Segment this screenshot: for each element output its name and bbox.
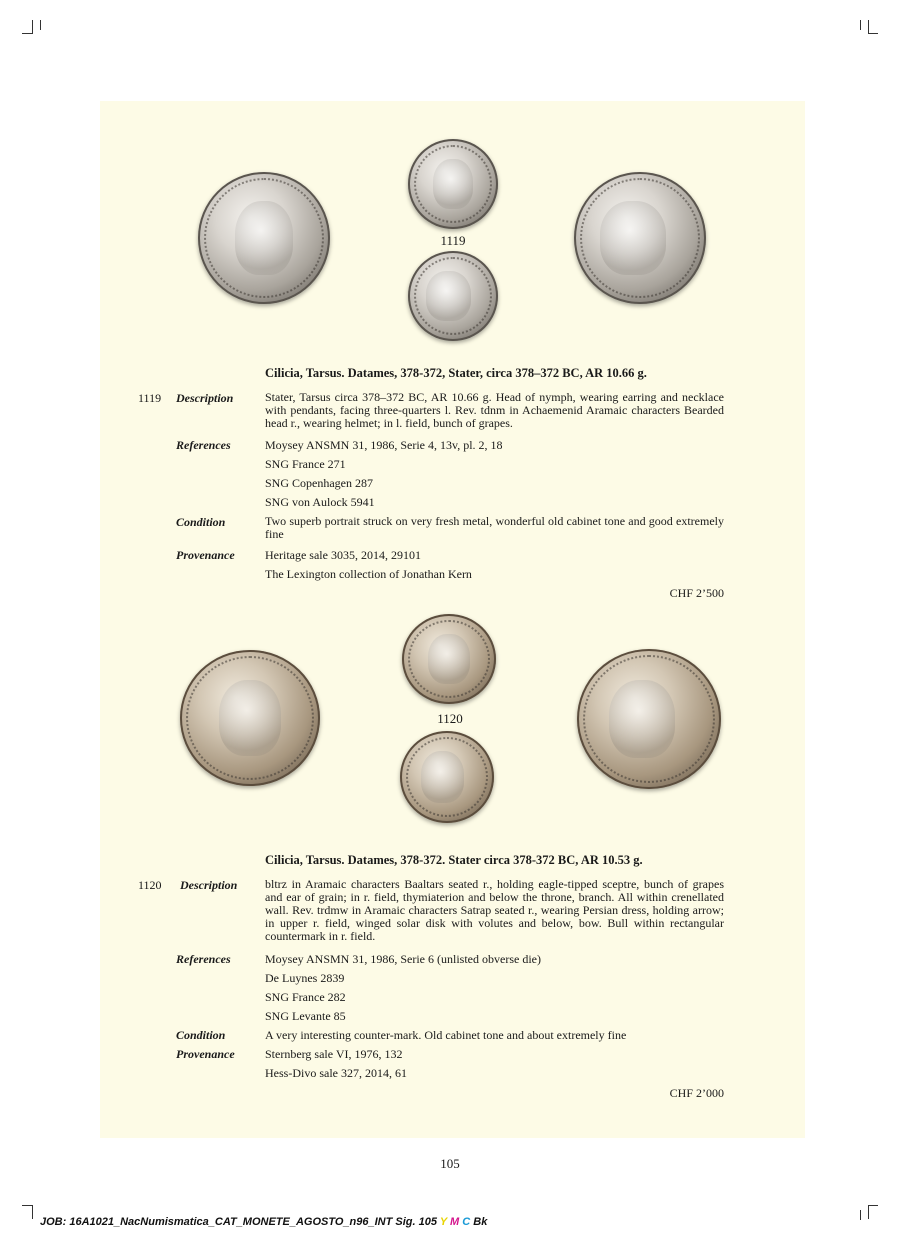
coin-1119-reverse-small bbox=[408, 251, 498, 341]
lot-1120-reference: De Luynes 2839 bbox=[265, 971, 345, 985]
coin-1120-obverse-large bbox=[180, 650, 320, 786]
coin-1120-reverse-small bbox=[400, 731, 494, 823]
lot-1119-description-label: Description bbox=[176, 391, 234, 405]
lot-1120-price: CHF 2’000 bbox=[669, 1086, 724, 1100]
lot-1120-condition-label: Condition bbox=[176, 1028, 226, 1042]
crop-mark bbox=[32, 20, 33, 34]
job-slug-line bbox=[40, 1216, 487, 1228]
lot-1120-provenance: Hess-Divo sale 327, 2014, 61 bbox=[265, 1066, 407, 1080]
lot-1120-reference: SNG France 282 bbox=[265, 990, 346, 1004]
lot-1119-provenance: Heritage sale 3035, 2014, 29101 bbox=[265, 548, 421, 562]
lot-1119-number: 1119 bbox=[138, 391, 162, 405]
crop-mark bbox=[868, 1205, 869, 1219]
coin-1119-reverse-large bbox=[574, 172, 706, 304]
coin-1119-obverse-large bbox=[198, 172, 330, 304]
lot-1119-provenance-label: Provenance bbox=[176, 548, 235, 562]
lot-1120-provenance-label: Provenance bbox=[176, 1047, 235, 1061]
lot-1119-price: CHF 2’500 bbox=[669, 586, 724, 600]
lot-1119-title: Cilicia, Tarsus. Datames, 378-372, Stater, circa 378–372 BC, AR 10.66 g. bbox=[265, 366, 647, 380]
lot-1119-provenance: The Lexington collection of Jonathan Kern bbox=[265, 567, 472, 581]
crop-mark bbox=[32, 1205, 33, 1219]
coin-1119-label: 1119 bbox=[440, 233, 466, 248]
lot-1120-description: bltrz in Aramaic characters Baaltars seated r., holding eagle-tipped sceptre, bunch of grapes and ear of grain; in r. field, thymiaterion and below the throne, branch. All within crenellated wall. Rev. trdmw in Aramaic characters Satrap seated r., wearing Persian dress, holding arrow; in upper r. field, winged solar disk with volutes and below, bow. Bull within rectangular countermark in r. field. bbox=[265, 877, 724, 943]
lot-1120-condition: A very interesting counter-mark. Old cabinet tone and about extremely fine bbox=[265, 1028, 627, 1042]
crop-mark bbox=[40, 20, 41, 30]
coin-1120-obverse-small bbox=[402, 614, 496, 704]
lot-1119-reference: SNG France 271 bbox=[265, 457, 346, 471]
lot-1120-number: 1120 bbox=[138, 878, 162, 892]
coin-1119-obverse-small bbox=[408, 139, 498, 229]
lot-1120-title: Cilicia, Tarsus. Datames, 378-372. Stater circa 378-372 BC, AR 10.53 g. bbox=[265, 853, 643, 867]
crop-mark bbox=[860, 1210, 861, 1220]
crop-mark bbox=[22, 33, 32, 34]
color-c: C bbox=[462, 1216, 471, 1228]
color-y: Y bbox=[439, 1216, 447, 1228]
lot-1119-references-label: References bbox=[176, 438, 231, 452]
color-m: M bbox=[450, 1216, 460, 1228]
crop-mark bbox=[868, 20, 869, 34]
lot-1120-reference: Moysey ANSMN 31, 1986, Serie 6 (unlisted obverse die) bbox=[265, 952, 541, 966]
lot-1120-references-label: References bbox=[176, 952, 231, 966]
page-number: 105 bbox=[440, 1156, 460, 1171]
coin-1120-reverse-large bbox=[577, 649, 721, 789]
lot-1119-description: Stater, Tarsus circa 378–372 BC, AR 10.66 g. Head of nymph, wearing earring and necklace with pendants, facing three-quarters l. Rev. tdnm in Achaemenid Aramaic characters Bearded head r., wearing helmet; in l. field, bunch of grapes. bbox=[265, 390, 724, 430]
lot-1120-description-label: Description bbox=[180, 878, 238, 892]
crop-mark bbox=[22, 1205, 32, 1206]
crop-mark bbox=[868, 1205, 878, 1206]
lot-1120-provenance: Sternberg sale VI, 1976, 132 bbox=[265, 1047, 403, 1061]
job-text: JOB: 16A1021_NacNumismatica_CAT_MONETE_AGOSTO_n96_INT Sig. 105 bbox=[40, 1216, 437, 1228]
lot-1119-reference: Moysey ANSMN 31, 1986, Serie 4, 13v, pl. 2, 18 bbox=[265, 438, 503, 452]
color-bk: Bk bbox=[473, 1216, 488, 1228]
lot-1119-condition-label: Condition bbox=[176, 515, 226, 529]
lot-1119-condition: Two superb portrait struck on very fresh metal, wonderful old cabinet tone and good extremely fine bbox=[265, 514, 724, 541]
lot-1120-reference: SNG Levante 85 bbox=[265, 1009, 346, 1023]
crop-mark bbox=[868, 33, 878, 34]
lot-1119-reference: SNG von Aulock 5941 bbox=[265, 495, 375, 509]
coin-1120-label: 1120 bbox=[437, 711, 463, 726]
lot-1119-reference: SNG Copenhagen 287 bbox=[265, 476, 373, 490]
crop-mark bbox=[860, 20, 861, 30]
